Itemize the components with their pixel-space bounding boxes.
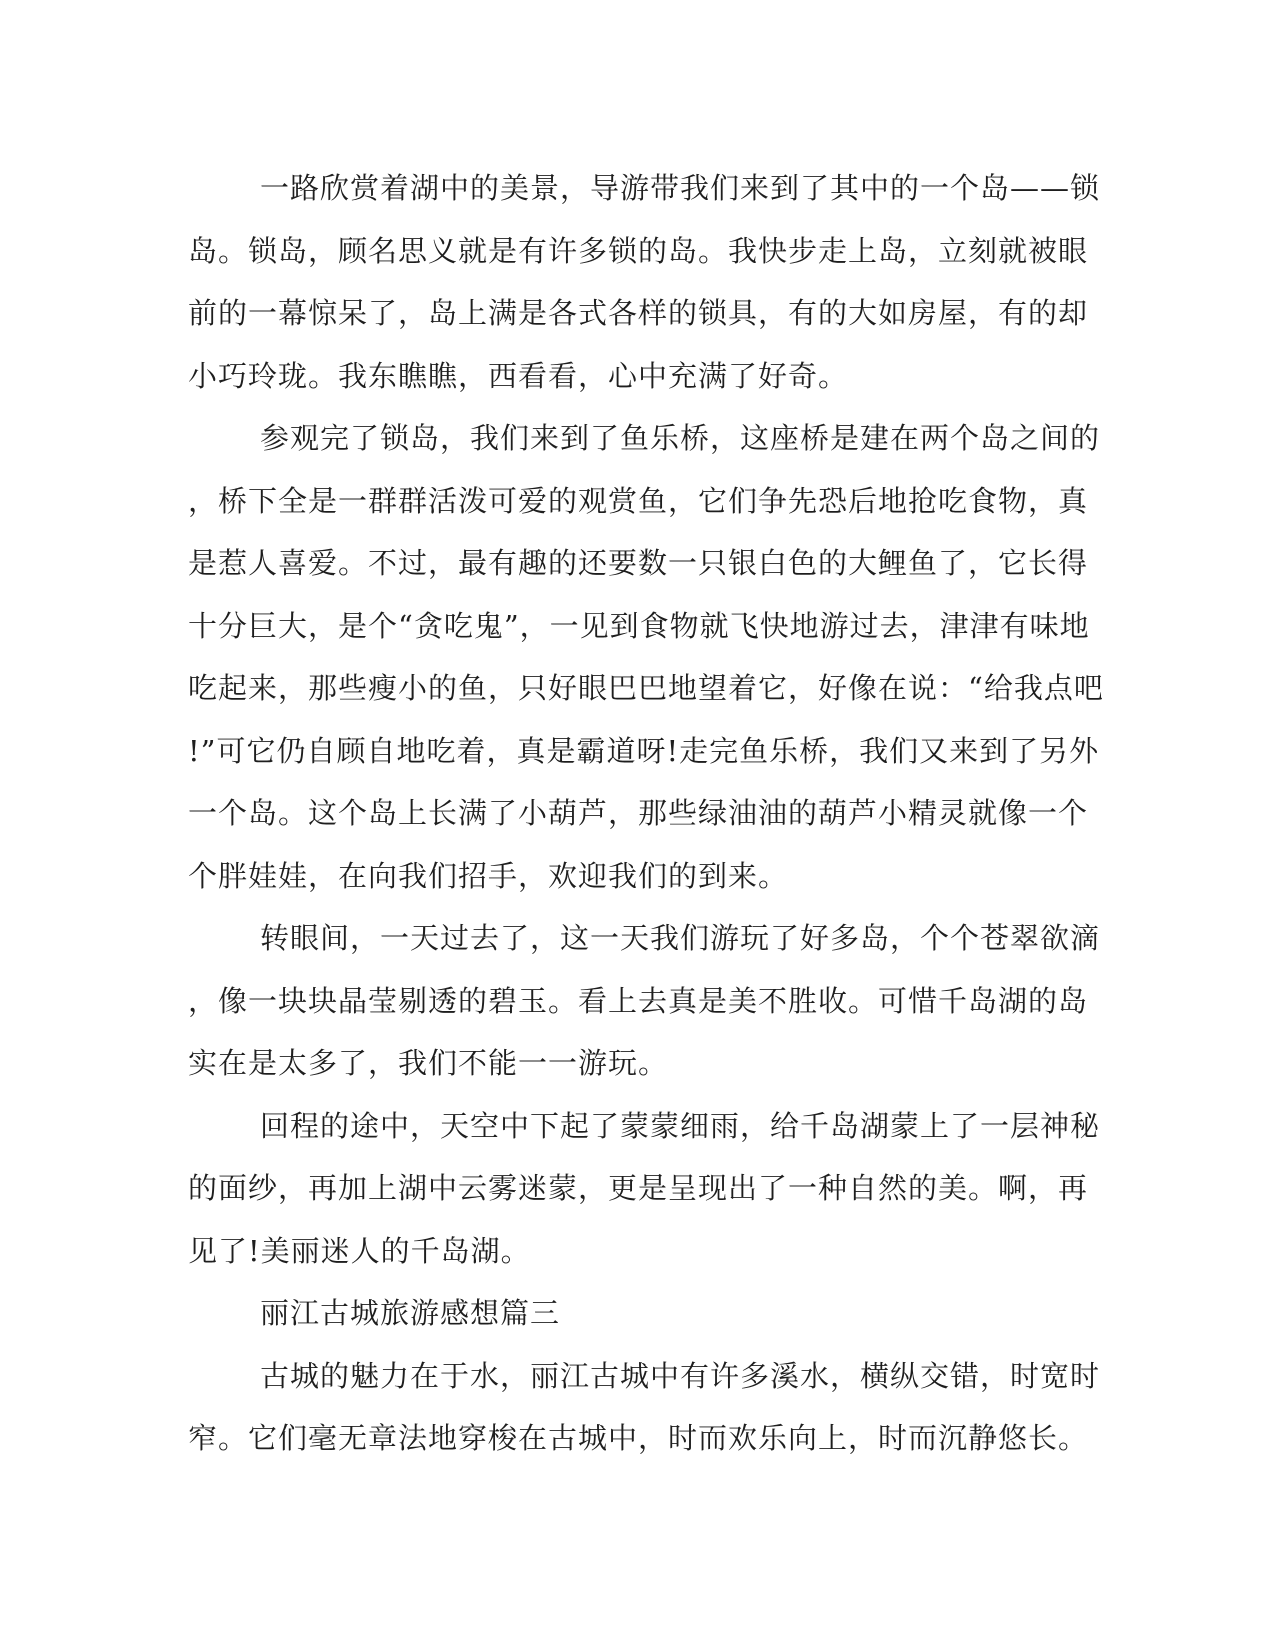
text-line: 一路欣赏着湖中的美景，导游带我们来到了其中的一个岛——锁 [260, 171, 1101, 205]
paragraph-lock-island [188, 157, 1101, 407]
text-line: 个胖娃娃，在向我们招手，欢迎我们的到来。 [188, 858, 789, 893]
paragraph-day-passed [188, 907, 1101, 1095]
paragraph-fish-bridge [188, 407, 1104, 907]
text-line: 吃起来，那些瘦小的鱼，只好眼巴巴地望着它，好像在说：“给我点吧 [188, 671, 1104, 705]
text-line: 十分巨大，是个“贪吃鬼”，一见到食物就飞快地游过去，津津有味地 [188, 608, 1090, 643]
paragraph-ancient-city [188, 1345, 1101, 1470]
text-line: 见了!美丽迷人的千岛湖。 [188, 1233, 531, 1268]
paragraph-return-trip [188, 1095, 1101, 1283]
text-line: 的面纱，再加上湖中云雾迷蒙，更是呈现出了一种自然的美。啊，再 [188, 1171, 1089, 1205]
text-line: 前的一幕惊呆了，岛上满是各式各样的锁具，有的大如房屋，有的却 [188, 296, 1089, 330]
text-line: 实在是太多了，我们不能一一游玩。 [188, 1046, 669, 1080]
text-line: ，桥下全是一群群活泼可爱的观赏鱼，它们争先恐后地抢吃食物，真 [188, 483, 1089, 518]
section-heading-text: 丽江古城旅游感想篇三 [260, 1296, 561, 1330]
text-line: 参观完了锁岛，我们来到了鱼乐桥，这座桥是建在两个岛之间的 [260, 421, 1101, 455]
text-line: 古城的魅力在于水，丽江古城中有许多溪水，横纵交错，时宽时 [260, 1358, 1101, 1393]
text-line: 一个岛。这个岛上长满了小葫芦，那些绿油油的葫芦小精灵就像一个 [188, 796, 1089, 830]
text-line: ，像一块块晶莹剔透的碧玉。看上去真是美不胜收。可惜千岛湖的岛 [188, 983, 1089, 1018]
text-line: 小巧玲珑。我东瞧瞧，西看看，心中充满了好奇。 [188, 358, 849, 393]
text-line: 窄。它们毫无章法地穿梭在古城中，时而欢乐向上，时而沉静悠长。 [188, 1421, 1089, 1455]
document-body [188, 157, 1104, 1470]
text-line: 是惹人喜爱。不过，最有趣的还要数一只银白色的大鲤鱼了，它长得 [188, 546, 1089, 580]
text-line: !”可它仍自顾自地吃着，真是霸道呀!走完鱼乐桥，我们又来到了另外 [188, 733, 1100, 768]
section-heading [188, 1282, 1068, 1345]
text-line: 回程的途中，天空中下起了蒙蒙细雨，给千岛湖蒙上了一层神秘 [260, 1108, 1101, 1143]
text-line: 转眼间，一天过去了，这一天我们游玩了好多岛，个个苍翠欲滴 [260, 921, 1101, 955]
text-line: 岛。锁岛，顾名思义就是有许多锁的岛。我快步走上岛，立刻就被眼 [188, 233, 1089, 268]
